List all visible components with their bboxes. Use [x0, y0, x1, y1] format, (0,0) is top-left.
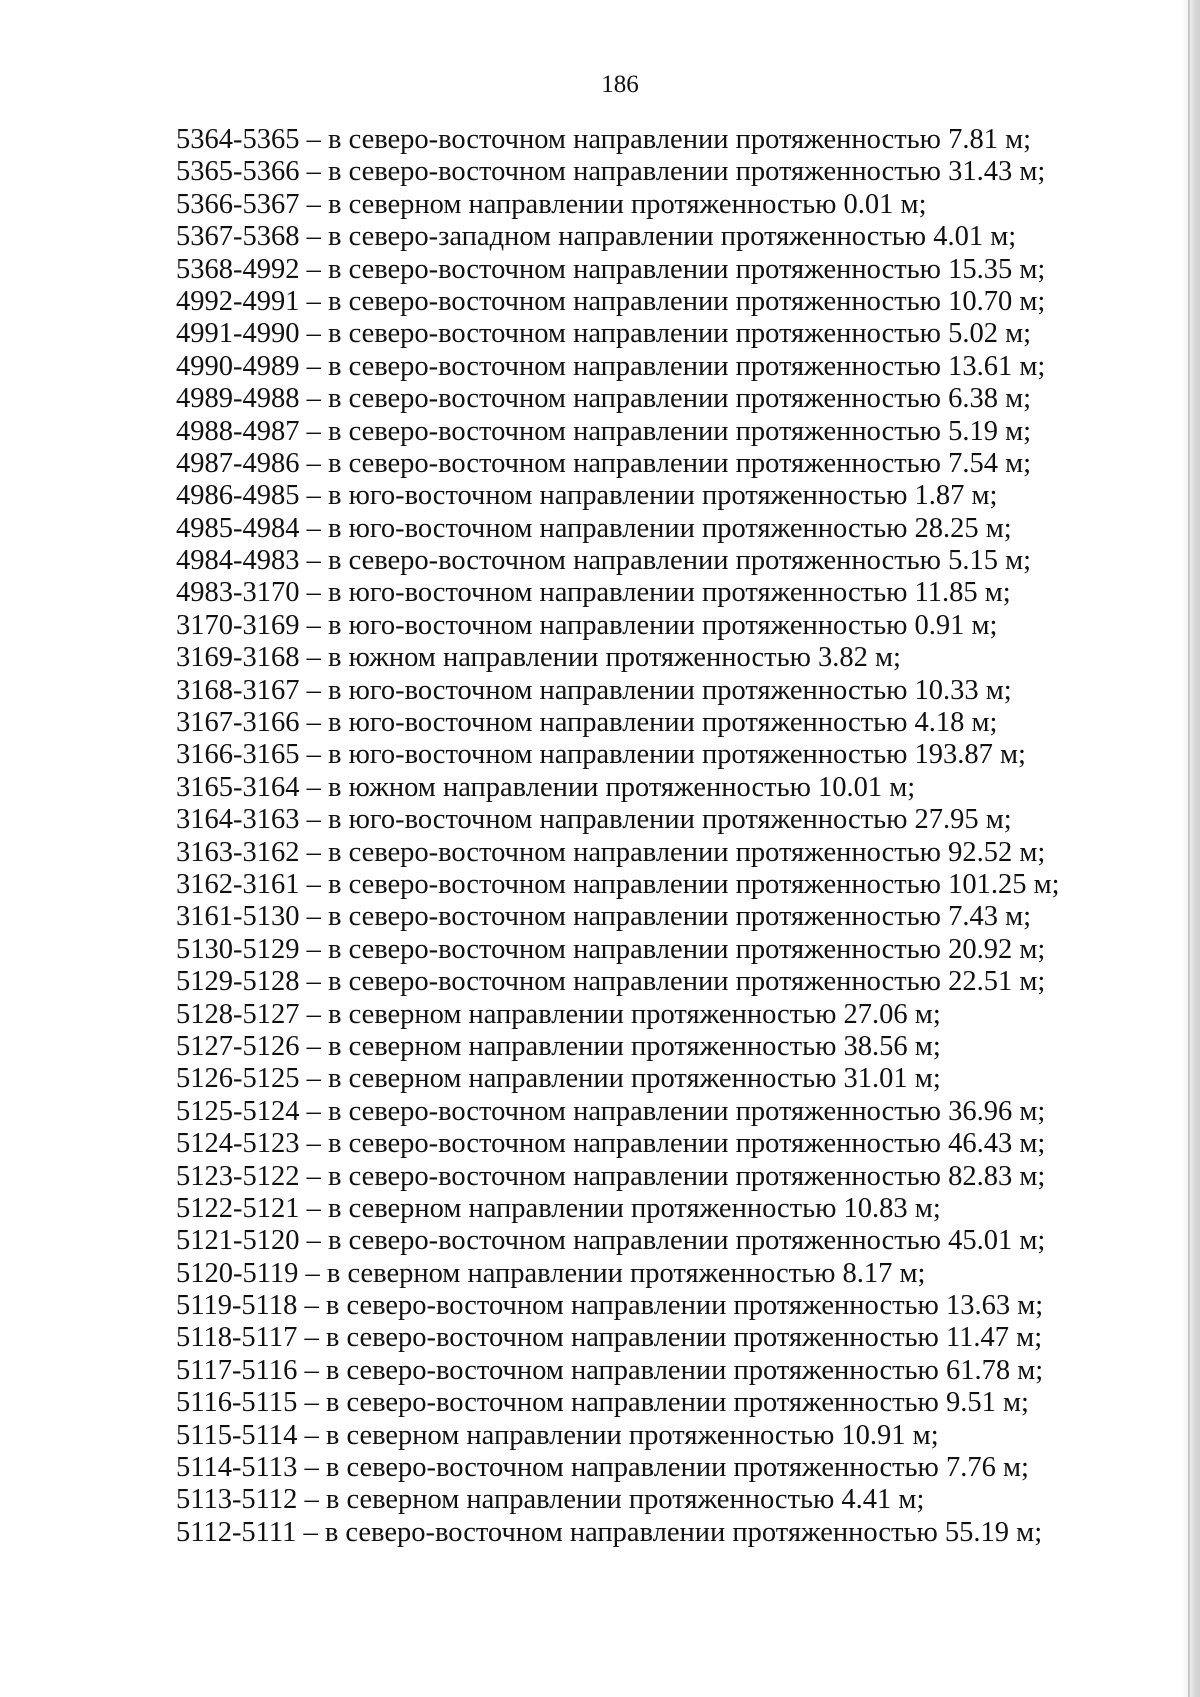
- boundary-segment-line: 5114-5113 – в северо-восточном направлении протяженностью 7.76 м;: [176, 1452, 1029, 1484]
- boundary-segment-line: 4987-4986 – в северо-восточном направлении протяженностью 7.54 м;: [176, 447, 1032, 479]
- boundary-segment-line: 3162-3161 – в северо-восточном направлении протяженностью 101.25 м;: [176, 868, 1060, 900]
- boundary-segment-line: 4983-3170 – в юго-восточном направлении протяженностью 11.85 м;: [176, 577, 1011, 609]
- boundary-segment-line: 5119-5118 – в северо-восточном направлении протяженностью 13.63 м;: [176, 1290, 1044, 1322]
- boundary-segment-line: 4992-4991 – в северо-восточном направлении протяженностью 10.70 м;: [176, 285, 1046, 317]
- page-number: 186: [601, 71, 639, 98]
- boundary-segment-line: 5127-5126 – в северном направлении протяженностью 38.56 м;: [176, 1030, 941, 1062]
- boundary-segment-line: 5120-5119 – в северном направлении протяженностью 8.17 м;: [176, 1257, 926, 1289]
- boundary-segment-line: 4984-4983 – в северо-восточном направлении протяженностью 5.15 м;: [176, 545, 1032, 577]
- boundary-segment-line: 4988-4987 – в северо-восточном направлении протяженностью 5.19 м;: [176, 415, 1032, 447]
- boundary-segment-line: 3161-5130 – в северо-восточном направлении протяженностью 7.43 м;: [176, 901, 1032, 933]
- boundary-segment-line: 4986-4985 – в юго-восточном направлении протяженностью 1.87 м;: [176, 480, 998, 512]
- boundary-segment-line: 5126-5125 – в северном направлении протяженностью 31.01 м;: [176, 1063, 941, 1095]
- boundary-segment-line: 5365-5366 – в северо-восточном направлении протяженностью 31.43 м;: [176, 156, 1046, 188]
- boundary-segment-line: 3163-3162 – в северо-восточном направлении протяженностью 92.52 м;: [176, 836, 1046, 868]
- boundary-segment-line: 4985-4984 – в юго-восточном направлении протяженностью 28.25 м;: [176, 512, 1012, 544]
- boundary-segment-line: 3169-3168 – в южном направлении протяженностью 3.82 м;: [176, 642, 901, 674]
- boundary-segment-line: 3170-3169 – в юго-восточном направлении протяженностью 0.91 м;: [176, 609, 998, 641]
- boundary-segment-line: 3166-3165 – в юго-восточном направлении протяженностью 193.87 м;: [176, 739, 1026, 771]
- boundary-segment-line: 5129-5128 – в северо-восточном направлении протяженностью 22.51 м;: [176, 966, 1046, 998]
- boundary-segment-line: 3165-3164 – в южном направлении протяженностью 10.01 м;: [176, 771, 916, 803]
- boundary-segment-line: 5113-5112 – в северном направлении протяженностью 4.41 м;: [176, 1484, 925, 1516]
- boundary-segment-line: 3167-3166 – в юго-восточном направлении протяженностью 4.18 м;: [176, 707, 998, 739]
- boundary-segment-line: 4991-4990 – в северо-восточном направлении протяженностью 5.02 м;: [176, 318, 1032, 350]
- boundary-segment-line: 5125-5124 – в северо-восточном направлении протяженностью 36.96 м;: [176, 1095, 1046, 1127]
- boundary-segment-line: 5128-5127 – в северном направлении протяженностью 27.06 м;: [176, 998, 941, 1030]
- boundary-segment-line: 5366-5367 – в северном направлении протяженностью 0.01 м;: [176, 188, 927, 220]
- boundary-segment-line: 5124-5123 – в северо-восточном направлении протяженностью 46.43 м;: [176, 1128, 1046, 1160]
- boundary-segment-line: 5364-5365 – в северо-восточном направлении протяженностью 7.81 м;: [176, 124, 1032, 155]
- boundary-segment-line: 4990-4989 – в северо-восточном направлении протяженностью 13.61 м;: [176, 350, 1046, 382]
- boundary-segment-line: 4989-4988 – в северо-восточном направлении протяженностью 6.38 м;: [176, 383, 1032, 415]
- boundary-segment-line: 5112-5111 – в северо-восточном направлении протяженностью 55.19 м;: [176, 1516, 1043, 1548]
- boundary-segment-line: 5122-5121 – в северном направлении протяженностью 10.83 м;: [176, 1192, 941, 1224]
- boundary-segment-line: 5121-5120 – в северо-восточном направлении протяженностью 45.01 м;: [176, 1225, 1046, 1257]
- boundary-segment-line: 5367-5368 – в северо-западном направлении протяженностью 4.01 м;: [176, 221, 1017, 253]
- boundary-segment-line: 5123-5122 – в северо-восточном направлении протяженностью 82.83 м;: [176, 1160, 1046, 1192]
- boundary-segment-list: [176, 124, 1060, 1549]
- boundary-segment-line: 5130-5129 – в северо-восточном направлении протяженностью 20.92 м;: [176, 933, 1046, 965]
- boundary-segment-line: 5368-4992 – в северо-восточном направлении протяженностью 15.35 м;: [176, 253, 1046, 285]
- boundary-segment-line: 5115-5114 – в северном направлении протяженностью 10.91 м;: [176, 1419, 939, 1451]
- boundary-segment-line: 3168-3167 – в юго-восточном направлении протяженностью 10.33 м;: [176, 674, 1012, 706]
- scanned-page-edge: [1182, 0, 1200, 1697]
- boundary-segment-line: 5116-5115 – в северо-восточном направлении протяженностью 9.51 м;: [176, 1387, 1029, 1419]
- boundary-segment-line: 5118-5117 – в северо-восточном направлении протяженностью 11.47 м;: [176, 1322, 1043, 1354]
- boundary-segment-line: 3164-3163 – в юго-восточном направлении протяженностью 27.95 м;: [176, 804, 1012, 836]
- boundary-segment-line: 5117-5116 – в северо-восточном направлении протяженностью 61.78 м;: [176, 1354, 1044, 1386]
